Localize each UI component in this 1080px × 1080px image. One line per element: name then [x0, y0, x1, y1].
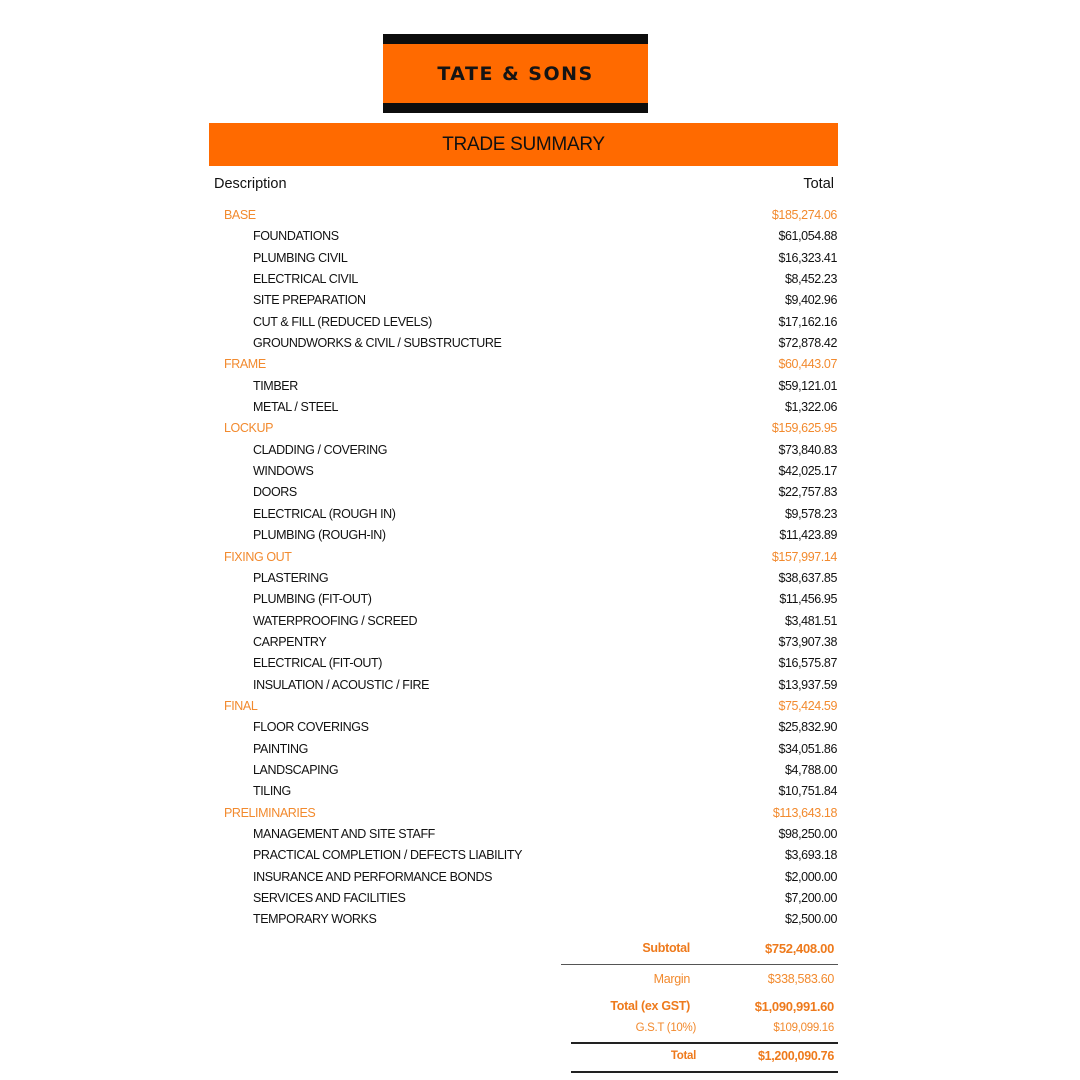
line-item-row	[214, 781, 837, 802]
line-item-label: ELECTRICAL (ROUGH IN)	[253, 506, 396, 521]
line-item-label: ELECTRICAL CIVIL	[253, 272, 358, 287]
category-label: FINAL	[224, 698, 258, 713]
line-item-amount: $38,637.85	[778, 570, 837, 585]
line-item-amount: $3,693.18	[784, 848, 837, 863]
line-item-amount: $2,500.00	[784, 912, 837, 927]
line-item-row	[214, 760, 837, 781]
category-total: $157,997.14	[771, 549, 837, 564]
line-item-row	[214, 717, 837, 738]
margin-label: Margin	[653, 972, 690, 986]
total-ex-gst-value: $1,090,991.60	[754, 999, 834, 1014]
line-item-label: METAL / STEEL	[253, 400, 339, 415]
line-item-amount: $9,578.23	[784, 506, 837, 521]
line-item-amount: $17,162.16	[778, 314, 837, 329]
line-item-amount: $10,751.84	[778, 784, 837, 799]
line-item-row	[214, 482, 837, 503]
line-item-label: TIMBER	[253, 378, 298, 393]
line-item-label: PAINTING	[253, 741, 308, 756]
line-item-label: FLOOR COVERINGS	[253, 720, 369, 735]
line-item-label: INSURANCE AND PERFORMANCE BONDS	[253, 869, 493, 884]
line-item-label: TEMPORARY WORKS	[253, 912, 377, 927]
line-item-amount: $2,000.00	[784, 869, 837, 884]
line-item-amount: $34,051.86	[778, 741, 837, 756]
line-item-label: DOORS	[253, 485, 297, 500]
line-item-label: PLUMBING (ROUGH-IN)	[253, 528, 386, 543]
category-row	[214, 547, 837, 568]
line-item-amount: $9,402.96	[784, 293, 837, 308]
line-item-amount: $73,907.38	[778, 634, 837, 649]
line-item-amount: $73,840.83	[778, 442, 837, 457]
line-item-row	[214, 845, 837, 866]
line-item-row	[214, 739, 837, 760]
line-item-amount: $7,200.00	[784, 891, 837, 905]
company-logo	[383, 34, 648, 113]
line-item-row	[214, 312, 837, 333]
margin-value: $338,583.60	[767, 972, 834, 986]
line-item-amount: $61,054.88	[778, 229, 837, 244]
line-item-amount: $25,832.90	[778, 720, 837, 735]
line-item-row	[214, 867, 837, 888]
total-top-divider	[571, 1042, 838, 1044]
line-item-row	[214, 653, 837, 674]
line-item-amount: $22,757.83	[778, 485, 837, 500]
category-label: FIXING OUT	[224, 549, 292, 564]
line-item-row	[214, 824, 837, 845]
category-label: FRAME	[224, 357, 266, 372]
grand-total-label: Total	[670, 1050, 696, 1062]
total-ex-gst-label: Total (ex GST)	[610, 999, 690, 1013]
title-banner	[209, 123, 838, 166]
line-item-row	[214, 248, 837, 269]
line-item-amount: $1,322.06	[784, 400, 837, 415]
line-item-row	[214, 632, 837, 653]
line-item-label: CARPENTRY	[253, 634, 327, 649]
category-row	[214, 803, 837, 824]
line-item-label: TILING	[253, 784, 291, 799]
category-total: $113,643.18	[772, 805, 837, 820]
line-item-label: FOUNDATIONS	[253, 229, 339, 244]
line-item-row	[214, 376, 837, 397]
line-item-label: INSULATION / ACOUSTIC / FIRE	[253, 677, 430, 692]
line-item-label: LANDSCAPING	[253, 762, 339, 777]
line-item-row	[214, 611, 837, 632]
category-total: $185,274.06	[771, 208, 837, 222]
line-item-amount: $13,937.59	[778, 677, 837, 692]
line-item-row	[214, 290, 837, 311]
subtotal-label: Subtotal	[642, 941, 690, 955]
gst-label: G.S.T (10%)	[635, 1022, 696, 1034]
line-item-label: PLUMBING (FIT-OUT)	[253, 592, 372, 607]
line-item-row	[214, 440, 837, 461]
line-item-row	[214, 397, 837, 418]
line-item-label: PLUMBING CIVIL	[253, 250, 348, 265]
subtotal-divider	[561, 964, 838, 965]
line-item-row	[214, 525, 837, 546]
line-item-label: CUT & FILL (REDUCED LEVELS)	[253, 314, 432, 329]
grand-total-value: $1,200,090.76	[757, 1049, 834, 1063]
line-item-label: GROUNDWORKS & CIVIL / SUBSTRUCTURE	[253, 336, 502, 351]
category-total: $60,443.07	[778, 357, 837, 372]
category-label: PRELIMINARIES	[224, 805, 316, 820]
line-item-label: PLASTERING	[253, 570, 329, 585]
line-item-amount: $42,025.17	[778, 464, 837, 479]
category-row	[214, 696, 837, 717]
line-item-label: PRACTICAL COMPLETION / DEFECTS LIABILITY	[253, 848, 523, 863]
logo-text: TATE & SONS	[437, 62, 594, 85]
line-item-label: SERVICES AND FACILITIES	[253, 891, 406, 905]
line-item-label: CLADDING / COVERING	[253, 442, 388, 457]
gst-value: $109,099.16	[773, 1022, 834, 1034]
line-item-row	[214, 909, 837, 930]
total-bottom-divider	[571, 1071, 838, 1073]
line-item-row	[214, 589, 837, 610]
line-item-amount: $8,452.23	[784, 272, 837, 287]
line-item-label: SITE PREPARATION	[253, 293, 366, 308]
line-item-label: MANAGEMENT AND SITE STAFF	[253, 826, 435, 841]
category-total: $159,625.95	[771, 421, 837, 436]
category-row	[214, 354, 837, 375]
column-header-description: Description	[214, 176, 287, 192]
category-label: BASE	[224, 208, 256, 222]
line-item-row	[214, 269, 837, 290]
line-item-row	[214, 333, 837, 354]
line-item-amount: $3,481.51	[784, 613, 837, 628]
line-item-row	[214, 461, 837, 482]
line-item-row	[214, 226, 837, 247]
line-item-label: WATERPROOFING / SCREED	[253, 613, 418, 628]
trade-table	[214, 205, 837, 931]
line-item-amount: $16,575.87	[778, 656, 837, 671]
line-item-label: WINDOWS	[253, 464, 314, 479]
line-item-row	[214, 675, 837, 696]
line-item-amount: $4,788.00	[784, 762, 837, 777]
line-item-amount: $11,456.95	[779, 592, 837, 607]
line-item-label: ELECTRICAL (FIT-OUT)	[253, 656, 383, 671]
page-title: TRADE SUMMARY	[442, 133, 605, 155]
line-item-row	[214, 504, 837, 525]
line-item-amount: $16,323.41	[778, 250, 837, 265]
line-item-amount: $11,423.89	[779, 528, 837, 543]
category-row	[214, 205, 837, 226]
line-item-amount: $59,121.01	[778, 378, 837, 393]
category-total: $75,424.59	[778, 698, 837, 713]
subtotal-value: $752,408.00	[765, 941, 834, 956]
line-item-amount: $98,250.00	[778, 826, 837, 841]
line-item-amount: $72,878.42	[778, 336, 837, 351]
line-item-row	[214, 568, 837, 589]
line-item-row	[214, 888, 837, 909]
category-label: LOCKUP	[224, 421, 274, 436]
category-row	[214, 418, 837, 439]
column-header-total: Total	[803, 176, 834, 192]
